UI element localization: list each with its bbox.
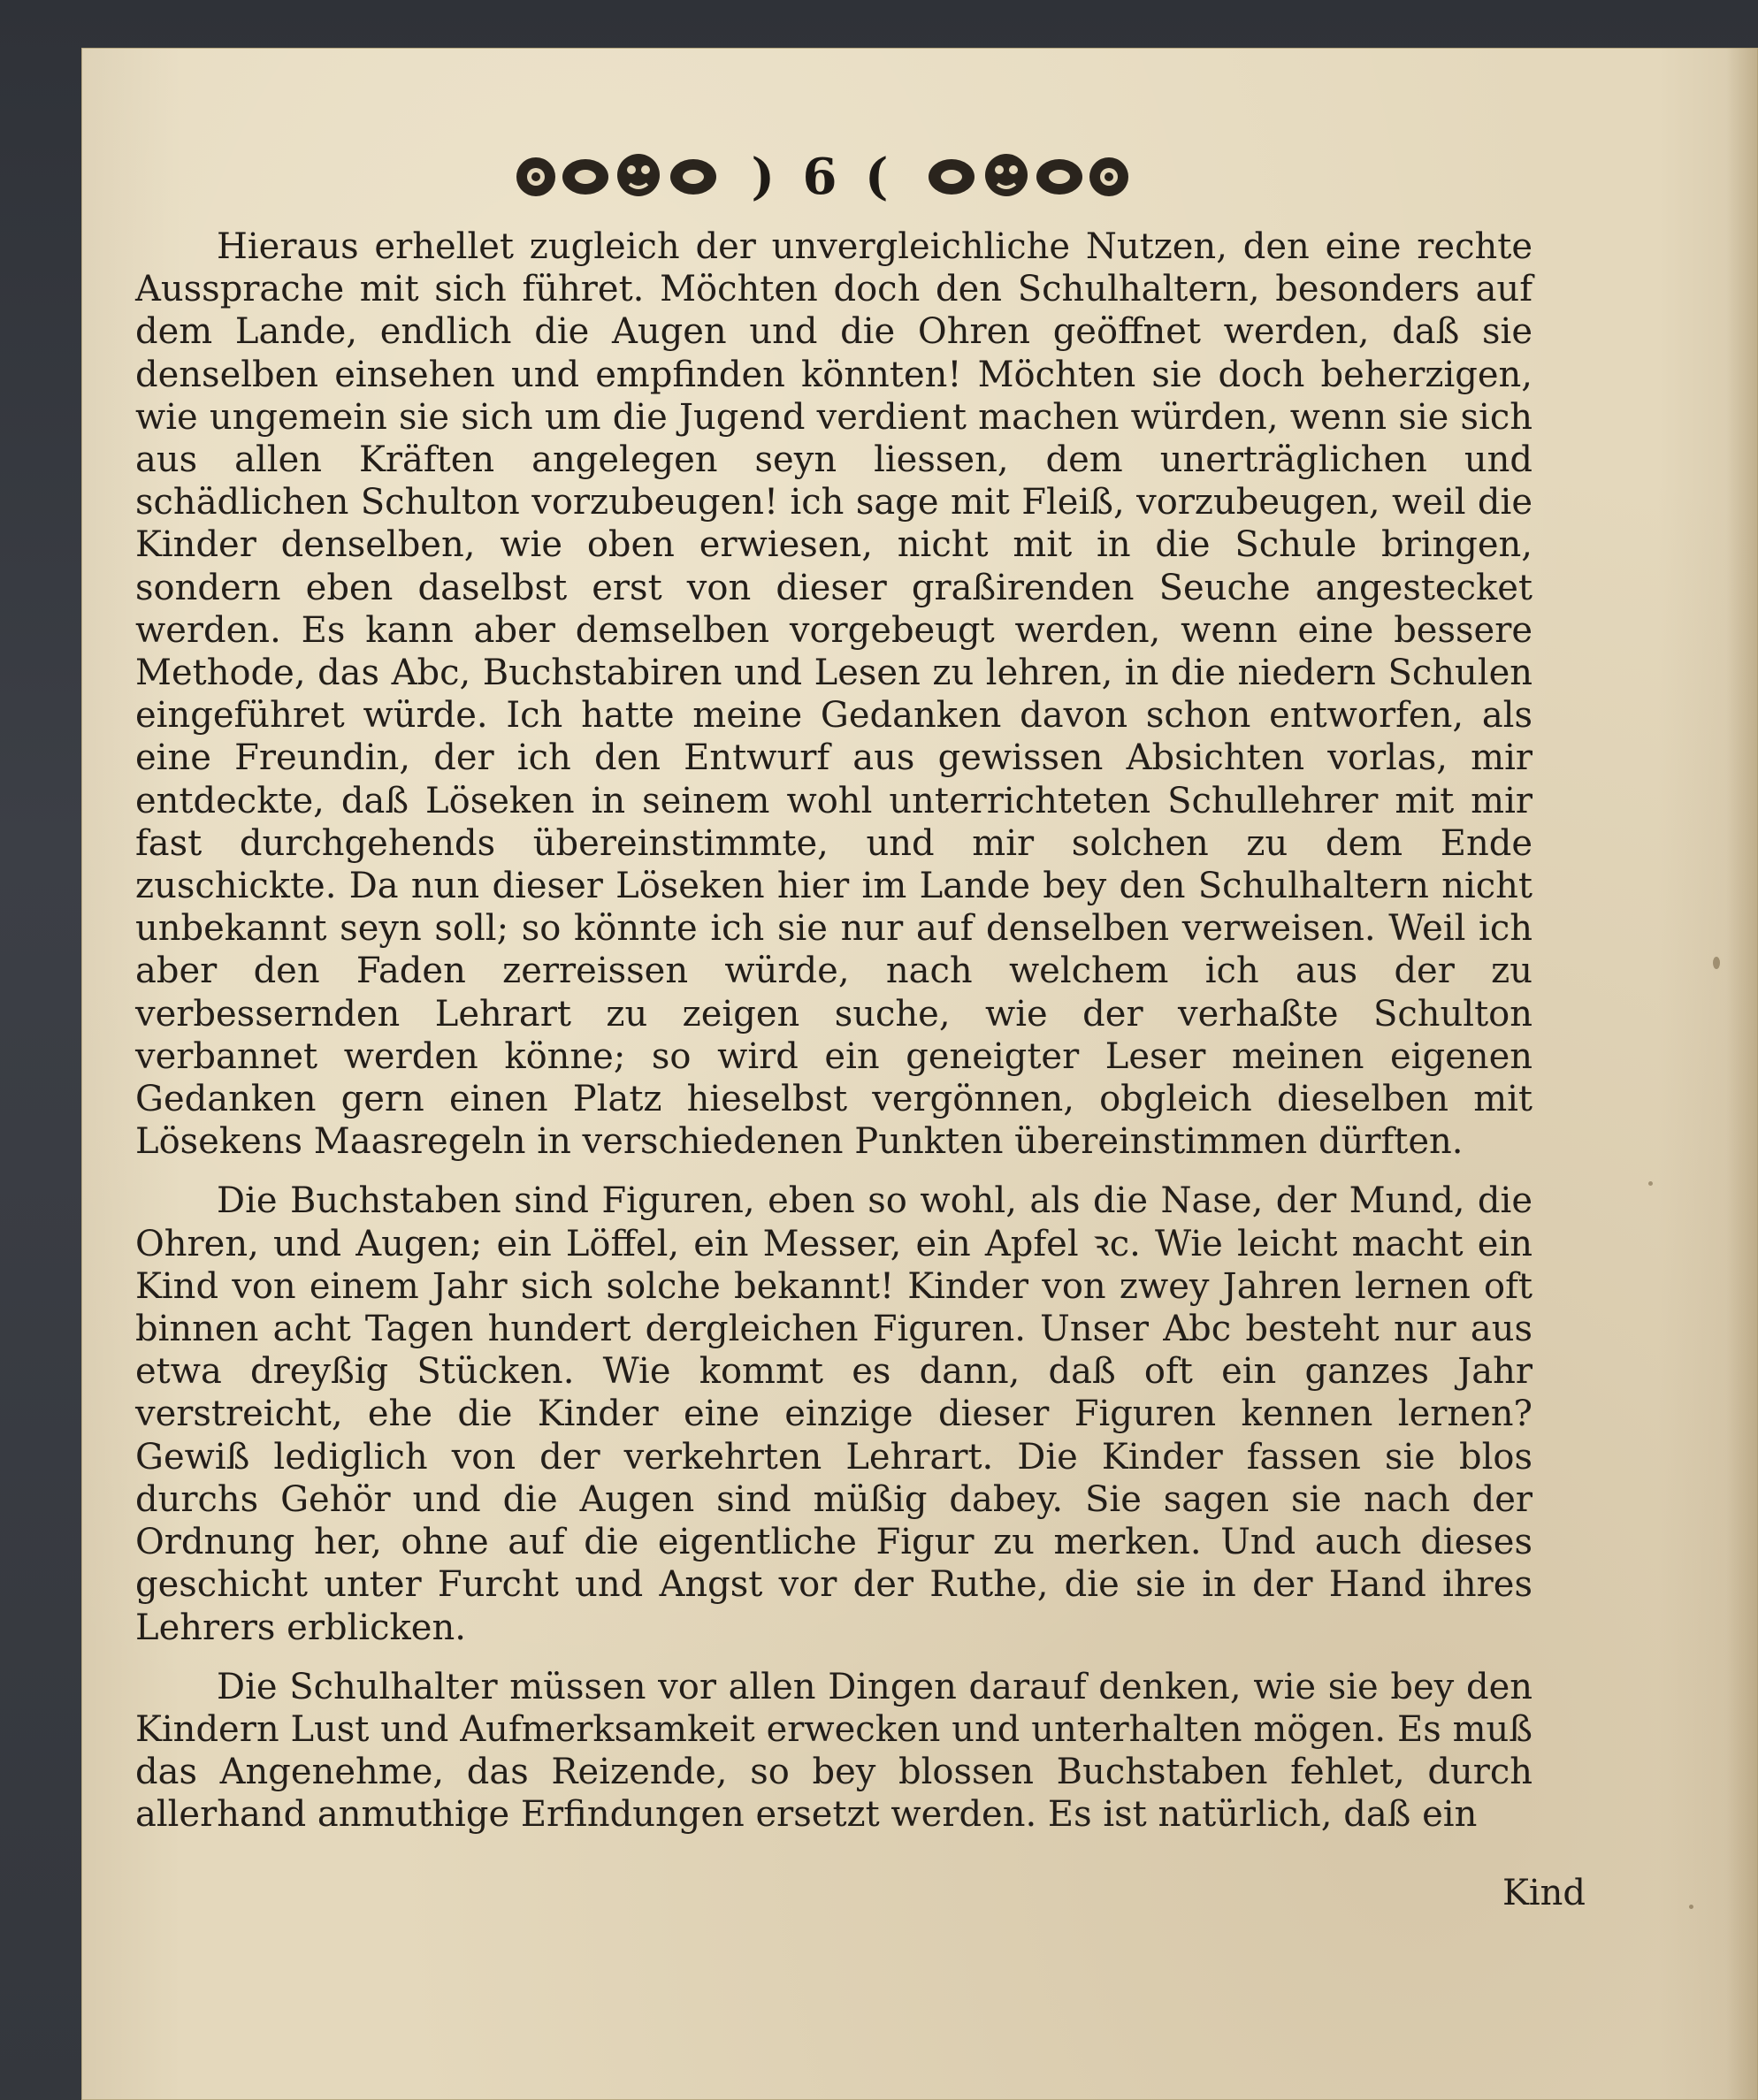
left-ornament-icon: [506, 141, 727, 212]
page-header: [460, 124, 1185, 230]
catchword: Kind: [1502, 1873, 1586, 1913]
page-number: ) 6 (: [751, 148, 894, 206]
right-ornament-icon: [918, 141, 1139, 212]
page-edge: [1726, 48, 1758, 2100]
paragraph-1: Hieraus erhellet zugleich der unvergleichliche Nutzen, den eine rechte Aussprache mit sich führet. Möchten doch den Schulhaltern, besonders auf dem Lande, endlich die Augen und die Ohren geöffnet werden, daß sie denselben einsehen und empfinden könnten! Möchten sie doch beherzigen, wie ungemein sie sich um die Jugend verdient machen würden, wenn sie sich aus allen Kräften angelegen seyn liessen, dem unerträglichen und schädlichen Schulton vorzubeugen! ich sage mit Fleiß, vorzubeugen, weil die Kinder denselben, wie oben erwiesen, nicht mit in die Schule bringen, sondern eben daselbst erst von dieser graßirenden Seuche angestecket werden. Es kann aber demselben vorgebeugt werden, wenn eine bessere Methode, das Abc, Buchstabiren und Lesen zu lehren, in die niedern Schulen eingeführet würde. Ich hatte meine Gedanken davon schon entworfen, als eine Freundin, der ich den Entwurf aus gewissen Absichten vorlas, mir entdeckte, daß Löseken in seinem wohl unterrichteten Schullehrer mit mir fast durchgehends übereinstimmte, und mir solchen zu dem Ende zuschickte. Da nun dieser Löseken hier im Lande bey den Schulhaltern nicht unbekannt seyn soll; so könnte ich sie nur auf denselben verweisen. Weil ich aber den Faden zerreissen würde, nach welchem ich aus der zu verbessernden Lehrart zu zeigen suche, wie der verhaßte Schulton verbannet werden könne; so wird ein geneigter Leser meinen eigenen Gedanken gern einen Platz hieselbst vergönnen, obgleich dieselben mit Lösekens Maasregeln in verschiedenen Punkten übereinstimmen dürften.: [135, 226, 1533, 1163]
ink-speck: [1689, 1905, 1693, 1909]
paragraph-2: Die Buchstaben sind Figuren, eben so wohl, als die Nase, der Mund, die Ohren, und Augen; ein Löffel, ein Messer, ein Apfel ꝛc. Wie leicht macht ein Kind von einem Jahr sich solche bekannt! Kinder von zwey Jahren lernen oft binnen acht Tagen hundert dergleichen Figuren. Unser Abc besteht nur aus etwa dreyßig Stücken. Wie kommt es dann, daß oft ein ganzes Jahr verstreicht, ehe die Kinder eine einzige dieser Figuren kennen lernen? Gewiß lediglich von der verkehrten Lehrart. Die Kinder fassen sie blos durchs Gehör und die Augen sind müßig dabey. Sie sagen sie nach der Ordnung her, ohne auf die eigentliche Figur zu merken. Und auch dieses geschicht unter Furcht und Angst vor der Ruthe, die sie in der Hand ihres Lehrers erblicken.: [135, 1180, 1533, 1648]
paragraph-3: Die Schulhalter müssen vor allen Dingen darauf denken, wie sie bey den Kindern Lust und Aufmerksamkeit erwecken und unterhalten mögen. Es muß das Angenehme, das Reizende, so bey blossen Buchstaben fehlet, durch allerhand anmuthige Erfindungen ersetzt werden. Es ist natürlich, daß ein: [135, 1666, 1533, 1836]
ink-speck: [1648, 1181, 1653, 1186]
ink-speck: [1713, 957, 1720, 969]
body-text: [135, 225, 1533, 1837]
